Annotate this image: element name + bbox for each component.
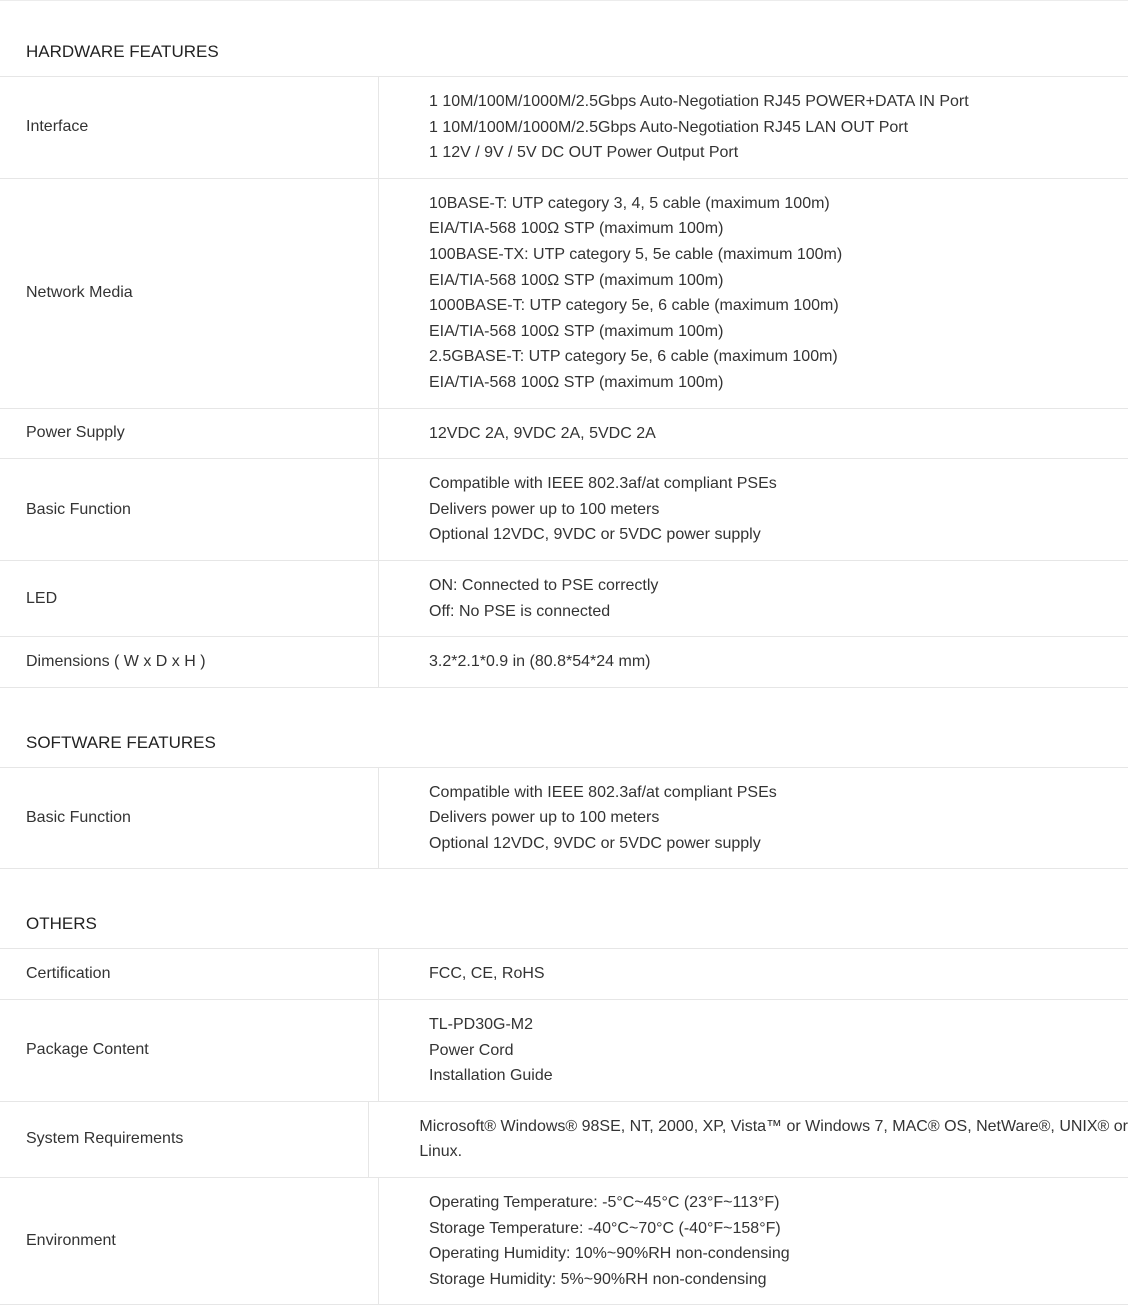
spec-value [379, 561, 1128, 636]
section-title: SOFTWARE FEATURES [0, 688, 1128, 768]
spec-value-line: Microsoft® Windows® 98SE, NT, 2000, XP, Vista™ or Windows 7, MAC® OS, NetWare®, UNIX® or [419, 1117, 1128, 1135]
spec-value-line: Storage Temperature: -40°C~70°C (-40°F~158°F) [429, 1219, 781, 1237]
spec-row [0, 1000, 1128, 1102]
spec-value [379, 459, 1128, 560]
spec-value [379, 949, 1128, 999]
spec-row [0, 768, 1128, 870]
spec-value-line: 1 10M/100M/1000M/2.5Gbps Auto-Negotiation RJ45 POWER+DATA IN Port [429, 93, 969, 110]
spec-value-line: EIA/TIA-568 100Ω STP (maximum 100m) [429, 373, 724, 391]
spec-row [0, 637, 1128, 688]
spec-section [0, 688, 1128, 870]
spec-value-line: Optional 12VDC, 9VDC or 5VDC power supply [429, 526, 761, 544]
spec-value-line: Operating Temperature: -5°C~45°C (23°F~113°F) [429, 1194, 780, 1212]
spec-value-line: EIA/TIA-568 100Ω STP (maximum 100m) [429, 271, 724, 289]
spec-value-line: FCC, CE, RoHS [429, 965, 545, 983]
spec-label: Dimensions ( W x D x H ) [0, 637, 379, 687]
spec-value-line: 10BASE-T: UTP category 3, 4, 5 cable (maximum 100m) [429, 194, 830, 212]
spec-label: Basic Function [0, 459, 379, 560]
spec-value-line: EIA/TIA-568 100Ω STP (maximum 100m) [429, 220, 724, 238]
spec-label: Interface [0, 77, 379, 178]
spec-value [369, 1102, 1128, 1177]
spec-value [379, 1000, 1128, 1101]
spec-value-line: 12VDC 2A, 9VDC 2A, 5VDC 2A [429, 424, 656, 442]
spec-label: LED [0, 561, 379, 636]
spec-value-line: 2.5GBASE-T: UTP category 5e, 6 cable (maximum 100m) [429, 348, 838, 366]
spec-label: Package Content [0, 1000, 379, 1101]
spec-label: Basic Function [0, 768, 379, 869]
spec-value-line: Compatible with IEEE 802.3af/at compliant PSEs [429, 475, 777, 493]
spec-row [0, 1102, 1128, 1178]
spec-value-line: Delivers power up to 100 meters [429, 809, 660, 827]
spec-value-line: Storage Humidity: 5%~90%RH non-condensing [429, 1270, 767, 1288]
spec-row [0, 561, 1128, 637]
spec-value-line: Operating Humidity: 10%~90%RH non-condensing [429, 1245, 790, 1263]
spec-label: System Requirements [0, 1102, 369, 1177]
spec-value-line: TL-PD30G-M2 [429, 1016, 534, 1034]
spec-label: Network Media [0, 179, 379, 408]
spec-value-line: Linux. [419, 1143, 463, 1161]
spec-value-line: Installation Guide [429, 1067, 553, 1085]
spec-value-line: Optional 12VDC, 9VDC or 5VDC power supply [429, 834, 761, 852]
spec-section [0, 869, 1128, 1305]
spec-row [0, 179, 1128, 409]
spec-row [0, 77, 1128, 179]
spec-value [379, 179, 1128, 408]
spec-value-line: Off: No PSE is connected [429, 602, 611, 620]
spec-label: Environment [0, 1178, 379, 1304]
section-title: OTHERS [0, 869, 1128, 949]
spec-label: Certification [0, 949, 379, 999]
spec-row [0, 459, 1128, 561]
spec-row [0, 409, 1128, 460]
spec-value-line: Delivers power up to 100 meters [429, 500, 660, 518]
spec-value-line: 100BASE-TX: UTP category 5, 5e cable (maximum 100m) [429, 245, 843, 263]
spec-value-line: 1000BASE-T: UTP category 5e, 6 cable (maximum 100m) [429, 297, 839, 315]
spec-value-line: 1 12V / 9V / 5V DC OUT Power Output Port [429, 144, 739, 162]
section-title: HARDWARE FEATURES [0, 0, 1128, 77]
spec-value-line: Compatible with IEEE 802.3af/at compliant PSEs [429, 783, 777, 801]
spec-row [0, 1178, 1128, 1305]
spec-value [379, 637, 1128, 687]
top-divider [0, 0, 1128, 1]
spec-value-line: 1 10M/100M/1000M/2.5Gbps Auto-Negotiation RJ45 LAN OUT Port [429, 118, 909, 136]
spec-label: Power Supply [0, 409, 379, 459]
spec-value [379, 409, 1128, 459]
spec-value-line: ON: Connected to PSE correctly [429, 576, 659, 594]
spec-value-line: Power Cord [429, 1041, 514, 1059]
spec-value [379, 77, 1128, 178]
spec-value-line: 3.2*2.1*0.9 in (80.8*54*24 mm) [429, 653, 651, 671]
spec-row [0, 949, 1128, 1000]
spec-value [379, 768, 1128, 869]
spec-value [379, 1178, 1128, 1304]
spec-value-line: EIA/TIA-568 100Ω STP (maximum 100m) [429, 322, 724, 340]
